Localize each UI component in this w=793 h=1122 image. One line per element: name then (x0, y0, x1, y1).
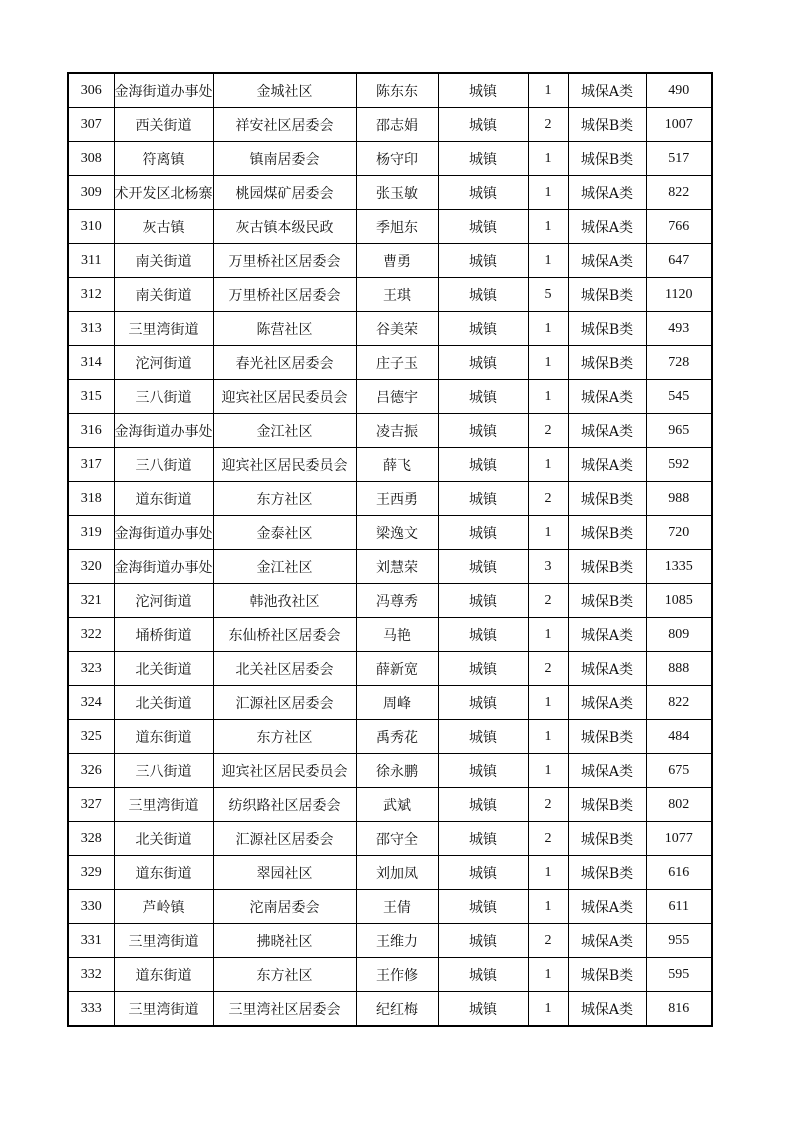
amount-cell: 592 (646, 448, 712, 482)
row-number-cell: 324 (68, 686, 114, 720)
amount-cell: 888 (646, 652, 712, 686)
household-size-cell: 1 (528, 142, 568, 176)
category-cell: 城保B类 (568, 822, 646, 856)
table-row (68, 618, 712, 652)
household-size-cell: 1 (528, 380, 568, 414)
household-size-cell: 1 (528, 720, 568, 754)
row-number-cell: 328 (68, 822, 114, 856)
area-type-cell: 城镇 (438, 312, 528, 346)
community-cell: 东仙桥社区居委会 (213, 618, 356, 652)
category-cell: 城保B类 (568, 584, 646, 618)
community-cell: 金城社区 (213, 73, 356, 108)
household-size-cell: 1 (528, 176, 568, 210)
household-size-cell: 1 (528, 244, 568, 278)
area-type-cell: 城镇 (438, 890, 528, 924)
amount-cell: 1085 (646, 584, 712, 618)
community-cell: 沱南居委会 (213, 890, 356, 924)
table-row (68, 754, 712, 788)
street-cell: 三里湾街道 (114, 788, 213, 822)
area-type-cell: 城镇 (438, 142, 528, 176)
household-size-cell: 1 (528, 686, 568, 720)
row-number-cell: 316 (68, 414, 114, 448)
street-cell: 北关街道 (114, 686, 213, 720)
street-cell: 三里湾街道 (114, 312, 213, 346)
amount-cell: 822 (646, 686, 712, 720)
community-cell: 镇南居委会 (213, 142, 356, 176)
row-number-cell: 329 (68, 856, 114, 890)
street-cell: 术开发区北杨寨 (114, 176, 213, 210)
row-number-cell: 310 (68, 210, 114, 244)
community-cell: 汇源社区居委会 (213, 822, 356, 856)
table-row (68, 244, 712, 278)
household-size-cell: 2 (528, 414, 568, 448)
category-cell: 城保A类 (568, 686, 646, 720)
household-size-cell: 1 (528, 958, 568, 992)
category-cell: 城保B类 (568, 482, 646, 516)
community-cell: 迎宾社区居民委员会 (213, 754, 356, 788)
street-cell: 道东街道 (114, 720, 213, 754)
person-name-cell: 凌吉振 (356, 414, 438, 448)
person-name-cell: 陈东东 (356, 73, 438, 108)
category-cell: 城保B类 (568, 312, 646, 346)
table-row (68, 210, 712, 244)
household-size-cell: 2 (528, 788, 568, 822)
row-number-cell: 312 (68, 278, 114, 312)
area-type-cell: 城镇 (438, 788, 528, 822)
area-type-cell: 城镇 (438, 108, 528, 142)
row-number-cell: 327 (68, 788, 114, 822)
amount-cell: 1120 (646, 278, 712, 312)
amount-cell: 1335 (646, 550, 712, 584)
area-type-cell: 城镇 (438, 210, 528, 244)
household-size-cell: 2 (528, 652, 568, 686)
community-cell: 金江社区 (213, 414, 356, 448)
person-name-cell: 梁逸文 (356, 516, 438, 550)
table-row (68, 108, 712, 142)
table-row (68, 380, 712, 414)
row-number-cell: 313 (68, 312, 114, 346)
person-name-cell: 季旭东 (356, 210, 438, 244)
table-row (68, 142, 712, 176)
table-row (68, 176, 712, 210)
row-number-cell: 320 (68, 550, 114, 584)
row-number-cell: 319 (68, 516, 114, 550)
row-number-cell: 315 (68, 380, 114, 414)
beneficiary-table (67, 72, 713, 1027)
category-cell: 城保B类 (568, 516, 646, 550)
person-name-cell: 谷美荣 (356, 312, 438, 346)
area-type-cell: 城镇 (438, 652, 528, 686)
amount-cell: 616 (646, 856, 712, 890)
street-cell: 西关街道 (114, 108, 213, 142)
community-cell: 韩池孜社区 (213, 584, 356, 618)
table-row (68, 448, 712, 482)
amount-cell: 517 (646, 142, 712, 176)
category-cell: 城保A类 (568, 380, 646, 414)
area-type-cell: 城镇 (438, 618, 528, 652)
table-row (68, 890, 712, 924)
amount-cell: 647 (646, 244, 712, 278)
household-size-cell: 3 (528, 550, 568, 584)
community-cell: 拂晓社区 (213, 924, 356, 958)
person-name-cell: 王作修 (356, 958, 438, 992)
person-name-cell: 曹勇 (356, 244, 438, 278)
person-name-cell: 邵志娟 (356, 108, 438, 142)
person-name-cell: 王倩 (356, 890, 438, 924)
community-cell: 纺织路社区居委会 (213, 788, 356, 822)
street-cell: 三里湾街道 (114, 992, 213, 1027)
household-size-cell: 1 (528, 890, 568, 924)
category-cell: 城保A类 (568, 890, 646, 924)
community-cell: 祥安社区居委会 (213, 108, 356, 142)
amount-cell: 611 (646, 890, 712, 924)
amount-cell: 809 (646, 618, 712, 652)
person-name-cell: 马艳 (356, 618, 438, 652)
category-cell: 城保B类 (568, 550, 646, 584)
street-cell: 南关街道 (114, 244, 213, 278)
area-type-cell: 城镇 (438, 856, 528, 890)
street-cell: 金海街道办事处 (114, 516, 213, 550)
row-number-cell: 331 (68, 924, 114, 958)
household-size-cell: 2 (528, 822, 568, 856)
area-type-cell: 城镇 (438, 414, 528, 448)
person-name-cell: 薛新宽 (356, 652, 438, 686)
row-number-cell: 330 (68, 890, 114, 924)
amount-cell: 728 (646, 346, 712, 380)
community-cell: 桃园煤矿居委会 (213, 176, 356, 210)
street-cell: 南关街道 (114, 278, 213, 312)
community-cell: 万里桥社区居委会 (213, 244, 356, 278)
household-size-cell: 1 (528, 618, 568, 652)
household-size-cell: 5 (528, 278, 568, 312)
person-name-cell: 吕德宇 (356, 380, 438, 414)
household-size-cell: 1 (528, 448, 568, 482)
table-row (68, 652, 712, 686)
household-size-cell: 1 (528, 992, 568, 1027)
area-type-cell: 城镇 (438, 346, 528, 380)
row-number-cell: 308 (68, 142, 114, 176)
amount-cell: 988 (646, 482, 712, 516)
amount-cell: 484 (646, 720, 712, 754)
row-number-cell: 333 (68, 992, 114, 1027)
household-size-cell: 1 (528, 856, 568, 890)
row-number-cell: 309 (68, 176, 114, 210)
amount-cell: 955 (646, 924, 712, 958)
household-size-cell: 1 (528, 346, 568, 380)
row-number-cell: 318 (68, 482, 114, 516)
amount-cell: 595 (646, 958, 712, 992)
area-type-cell: 城镇 (438, 380, 528, 414)
street-cell: 金海街道办事处 (114, 550, 213, 584)
street-cell: 灰古镇 (114, 210, 213, 244)
amount-cell: 766 (646, 210, 712, 244)
street-cell: 三八街道 (114, 380, 213, 414)
area-type-cell: 城镇 (438, 958, 528, 992)
table-row (68, 924, 712, 958)
area-type-cell: 城镇 (438, 516, 528, 550)
amount-cell: 822 (646, 176, 712, 210)
street-cell: 金海街道办事处 (114, 414, 213, 448)
category-cell: 城保A类 (568, 176, 646, 210)
table-row (68, 686, 712, 720)
category-cell: 城保A类 (568, 652, 646, 686)
amount-cell: 490 (646, 73, 712, 108)
person-name-cell: 武斌 (356, 788, 438, 822)
table-row (68, 550, 712, 584)
area-type-cell: 城镇 (438, 176, 528, 210)
amount-cell: 545 (646, 380, 712, 414)
community-cell: 东方社区 (213, 958, 356, 992)
area-type-cell: 城镇 (438, 448, 528, 482)
household-size-cell: 1 (528, 312, 568, 346)
category-cell: 城保A类 (568, 924, 646, 958)
amount-cell: 1007 (646, 108, 712, 142)
category-cell: 城保A类 (568, 618, 646, 652)
household-size-cell: 2 (528, 924, 568, 958)
table-row (68, 414, 712, 448)
area-type-cell: 城镇 (438, 550, 528, 584)
area-type-cell: 城镇 (438, 278, 528, 312)
category-cell: 城保B类 (568, 788, 646, 822)
person-name-cell: 王西勇 (356, 482, 438, 516)
row-number-cell: 306 (68, 73, 114, 108)
household-size-cell: 2 (528, 584, 568, 618)
person-name-cell: 薛飞 (356, 448, 438, 482)
person-name-cell: 禹秀花 (356, 720, 438, 754)
category-cell: 城保A类 (568, 210, 646, 244)
person-name-cell: 张玉敏 (356, 176, 438, 210)
street-cell: 埇桥街道 (114, 618, 213, 652)
amount-cell: 816 (646, 992, 712, 1027)
amount-cell: 802 (646, 788, 712, 822)
area-type-cell: 城镇 (438, 822, 528, 856)
category-cell: 城保A类 (568, 244, 646, 278)
street-cell: 沱河街道 (114, 584, 213, 618)
category-cell: 城保A类 (568, 414, 646, 448)
person-name-cell: 刘加凤 (356, 856, 438, 890)
row-number-cell: 326 (68, 754, 114, 788)
household-size-cell: 1 (528, 516, 568, 550)
area-type-cell: 城镇 (438, 754, 528, 788)
amount-cell: 965 (646, 414, 712, 448)
street-cell: 三里湾街道 (114, 924, 213, 958)
table-row (68, 720, 712, 754)
table-row (68, 278, 712, 312)
person-name-cell: 庄子玉 (356, 346, 438, 380)
person-name-cell: 冯尊秀 (356, 584, 438, 618)
street-cell: 符离镇 (114, 142, 213, 176)
community-cell: 北关社区居委会 (213, 652, 356, 686)
area-type-cell: 城镇 (438, 686, 528, 720)
community-cell: 灰古镇本级民政 (213, 210, 356, 244)
category-cell: 城保B类 (568, 958, 646, 992)
table-body (68, 73, 712, 1026)
street-cell: 芦岭镇 (114, 890, 213, 924)
row-number-cell: 314 (68, 346, 114, 380)
row-number-cell: 317 (68, 448, 114, 482)
area-type-cell: 城镇 (438, 992, 528, 1027)
community-cell: 陈营社区 (213, 312, 356, 346)
community-cell: 金江社区 (213, 550, 356, 584)
table-row (68, 992, 712, 1027)
table-row (68, 584, 712, 618)
community-cell: 春光社区居委会 (213, 346, 356, 380)
person-name-cell: 邵守全 (356, 822, 438, 856)
community-cell: 三里湾社区居委会 (213, 992, 356, 1027)
category-cell: 城保A类 (568, 73, 646, 108)
community-cell: 迎宾社区居民委员会 (213, 448, 356, 482)
category-cell: 城保B类 (568, 720, 646, 754)
street-cell: 三八街道 (114, 448, 213, 482)
row-number-cell: 325 (68, 720, 114, 754)
area-type-cell: 城镇 (438, 482, 528, 516)
household-size-cell: 2 (528, 108, 568, 142)
person-name-cell: 王维力 (356, 924, 438, 958)
amount-cell: 675 (646, 754, 712, 788)
category-cell: 城保A类 (568, 754, 646, 788)
community-cell: 汇源社区居委会 (213, 686, 356, 720)
table-row (68, 312, 712, 346)
area-type-cell: 城镇 (438, 73, 528, 108)
community-cell: 万里桥社区居委会 (213, 278, 356, 312)
table-row (68, 346, 712, 380)
amount-cell: 493 (646, 312, 712, 346)
row-number-cell: 323 (68, 652, 114, 686)
row-number-cell: 321 (68, 584, 114, 618)
street-cell: 北关街道 (114, 822, 213, 856)
community-cell: 东方社区 (213, 482, 356, 516)
person-name-cell: 刘慧荣 (356, 550, 438, 584)
community-cell: 金泰社区 (213, 516, 356, 550)
street-cell: 金海街道办事处 (114, 73, 213, 108)
household-size-cell: 1 (528, 210, 568, 244)
category-cell: 城保B类 (568, 108, 646, 142)
table-row (68, 788, 712, 822)
person-name-cell: 徐永鹏 (356, 754, 438, 788)
category-cell: 城保B类 (568, 142, 646, 176)
row-number-cell: 307 (68, 108, 114, 142)
person-name-cell: 周峰 (356, 686, 438, 720)
table-row (68, 856, 712, 890)
category-cell: 城保B类 (568, 278, 646, 312)
street-cell: 沱河街道 (114, 346, 213, 380)
community-cell: 东方社区 (213, 720, 356, 754)
household-size-cell: 1 (528, 73, 568, 108)
table-row (68, 822, 712, 856)
row-number-cell: 332 (68, 958, 114, 992)
person-name-cell: 纪红梅 (356, 992, 438, 1027)
table-row (68, 958, 712, 992)
household-size-cell: 1 (528, 754, 568, 788)
community-cell: 迎宾社区居民委员会 (213, 380, 356, 414)
person-name-cell: 王琪 (356, 278, 438, 312)
table-row (68, 482, 712, 516)
person-name-cell: 杨守印 (356, 142, 438, 176)
community-cell: 翠园社区 (213, 856, 356, 890)
street-cell: 北关街道 (114, 652, 213, 686)
household-size-cell: 2 (528, 482, 568, 516)
category-cell: 城保B类 (568, 346, 646, 380)
street-cell: 三八街道 (114, 754, 213, 788)
area-type-cell: 城镇 (438, 244, 528, 278)
area-type-cell: 城镇 (438, 584, 528, 618)
area-type-cell: 城镇 (438, 924, 528, 958)
category-cell: 城保A类 (568, 448, 646, 482)
category-cell: 城保A类 (568, 992, 646, 1027)
street-cell: 道东街道 (114, 958, 213, 992)
area-type-cell: 城镇 (438, 720, 528, 754)
street-cell: 道东街道 (114, 482, 213, 516)
row-number-cell: 322 (68, 618, 114, 652)
table-row (68, 516, 712, 550)
category-cell: 城保B类 (568, 856, 646, 890)
table-row (68, 73, 712, 108)
amount-cell: 720 (646, 516, 712, 550)
amount-cell: 1077 (646, 822, 712, 856)
row-number-cell: 311 (68, 244, 114, 278)
street-cell: 道东街道 (114, 856, 213, 890)
